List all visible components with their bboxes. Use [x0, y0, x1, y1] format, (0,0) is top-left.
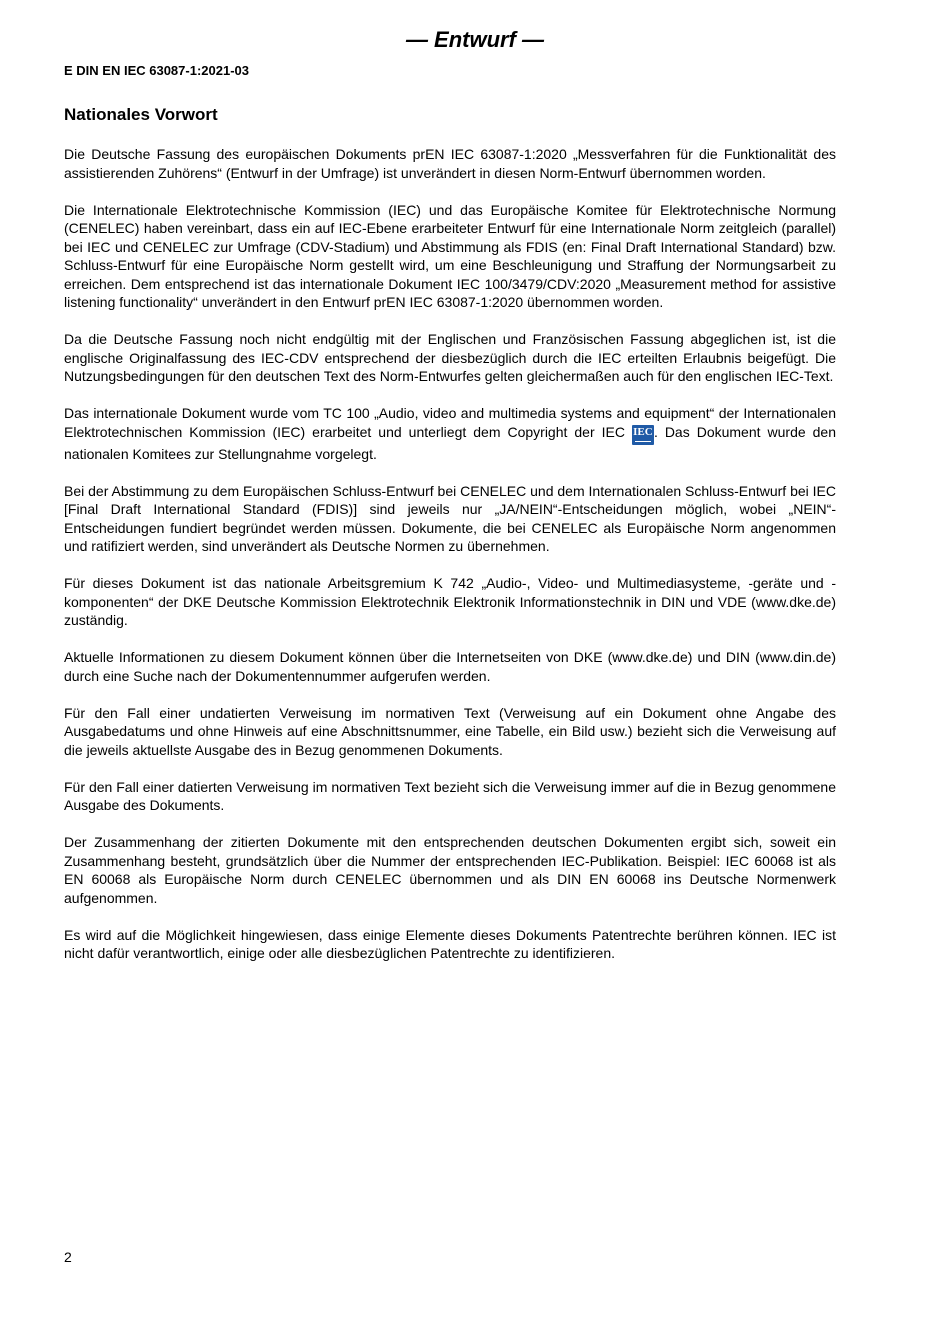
page-number: 2 — [64, 1249, 72, 1265]
paragraph-abstimmung: Bei der Abstimmung zu dem Europäischen Schluss-Entwurf bei CENELEC und dem Internationalen Schluss-Entwurf bei IEC [Final Draft International Standard (FDIS)] sind jeweils nur „JA/NEIN“-Entscheidungen möglich, wobei „NEIN“-Entscheidungen fundiert begründet werden müssen. Dokumente, die bei CENELEC als Europäische Norm angenommen und ratifiziert werden, sind unverändert als Deutsche Normen zu übernehmen. — [64, 482, 836, 554]
section-title: Nationales Vorwort — [64, 105, 218, 124]
paragraph-tc100-text-after: . Das Dokument wurde den nationalen Komitees zur Stellungnahme vorgelegt. — [64, 423, 836, 462]
paragraph-datierte-verweisung: Für den Fall einer datierten Verweisung im normativen Text bezieht sich die Verweisung immer auf die in Bezug genommene Ausgabe des Dokuments. — [64, 778, 836, 813]
paragraph-arbeitsgremium: Für dieses Dokument ist das nationale Arbeitsgremium K 742 „Audio-, Video- und Multimediasysteme, -geräte und -komponenten“ der DKE Deutsche Kommission Elektrotechnik Elektronik Informationstechnik in DIN und VDE (www.dke.de) zuständig. — [64, 575, 836, 628]
paragraph-undatierte-verweisung: Für den Fall einer undatierten Verweisung im normativen Text (Verweisung auf ein Dokument ohne Angabe des Ausgabedatums und ohne Hinweis auf eine Abschnittsnummer, eine Tabelle, ein Bild usw.) bezieht sich die Verweisung auf die jeweils aktuellste Ausgabe des in Bezug genommenen Dokuments. — [64, 704, 836, 758]
document-id: E DIN EN IEC 63087-1:2021-03 — [64, 63, 249, 78]
paragraph-aktuelle-informationen: Aktuelle Informationen zu diesem Dokument können über die Internetseiten von DKE (www.dke.de) und DIN (www.din.de) durch eine Suche nach der Dokumentennummer aufgerufen werden. — [64, 649, 836, 684]
paragraph-deutsche-fassung: Die Deutsche Fassung des europäischen Dokuments prEN IEC 63087-1:2020 „Messverfahren für die Funktionalität des assistierenden Zuhörens“ (Entwurf in der Umfrage) ist unverändert in diesen Norm-Entwurf übernommen worden. — [64, 146, 836, 181]
paragraph-patentrechte: Es wird auf die Möglichkeit hingewiesen, dass einige Elemente dieses Dokuments Patentrechte berühren können. IEC ist nicht dafür verantwortlich, einige oder alle diesbezüglichen Patentrechte zu identifizieren. — [64, 926, 836, 961]
paragraph-zusammenhang-dokumente: Der Zusammenhang der zitierten Dokumente mit den entsprechenden deutschen Dokumenten ergibt sich, soweit ein Zusammenhang besteht, grundsätzlich über die Nummer der entsprechenden IEC-Publikation. Beispiel: IEC 60068 ist als EN 60068 als Europäische Norm durch CENELEC übernommen und als DIN EN 60068 ins Deutsche Normenwerk aufgenommen. — [64, 834, 836, 906]
paragraph-englische-originalfassung: Da die Deutsche Fassung noch nicht endgültig mit der Englischen und Französischen Fassung abgeglichen ist, ist die englische Originalfassung des IEC-CDV entsprechend der diesbezüglich durch die IEC erteilten Erlaubnis beigefügt. Die Nutzungsbedingungen für den deutschen Text des Norm-Entwurfes gelten gleichermaßen auch für den englischen IEC-Text. — [64, 331, 836, 384]
paragraph-iec-cenelec-vereinbarung: Die Internationale Elektrotechnische Kommission (IEC) und das Europäische Komitee für Elektrotechnische Normung (CENELEC) haben vereinbart, dass ein auf IEC-Ebene erarbeiteter Entwurf für eine Internationale Norm zeitgleich (parallel) bei IEC und CENELEC zur Umfrage (CDV-Stadium) und Abstimmung als FDIS (en: Final Draft International Standard) bzw. Schluss-Entwurf für eine Europäische Norm gestellt wird, um eine Beschleunigung und Straffung der Normungsarbeit zu erreichen. Dem entsprechend ist das internationale Dokument IEC 100/3479/CDV:2020 „Measurement method for assistive listening functionality“ unverändert in den Entwurf prEN IEC 63087-1:2020 übernommen worden. — [64, 201, 836, 310]
paragraph-tc100-text-before: Das internationale Dokument wurde vom TC 100 „Audio, video and multimedia systems and equipment“ der Internationalen Elektrotechnischen Kommission (IEC) erarbeitet und unterliegt dem Copyright der IEC — [64, 405, 836, 440]
draft-banner: — Entwurf — — [405, 27, 545, 52]
iec-logo-icon: IEC — [632, 425, 654, 445]
body-text — [64, 145, 836, 981]
paragraph-tc100-copyright — [64, 404, 836, 463]
